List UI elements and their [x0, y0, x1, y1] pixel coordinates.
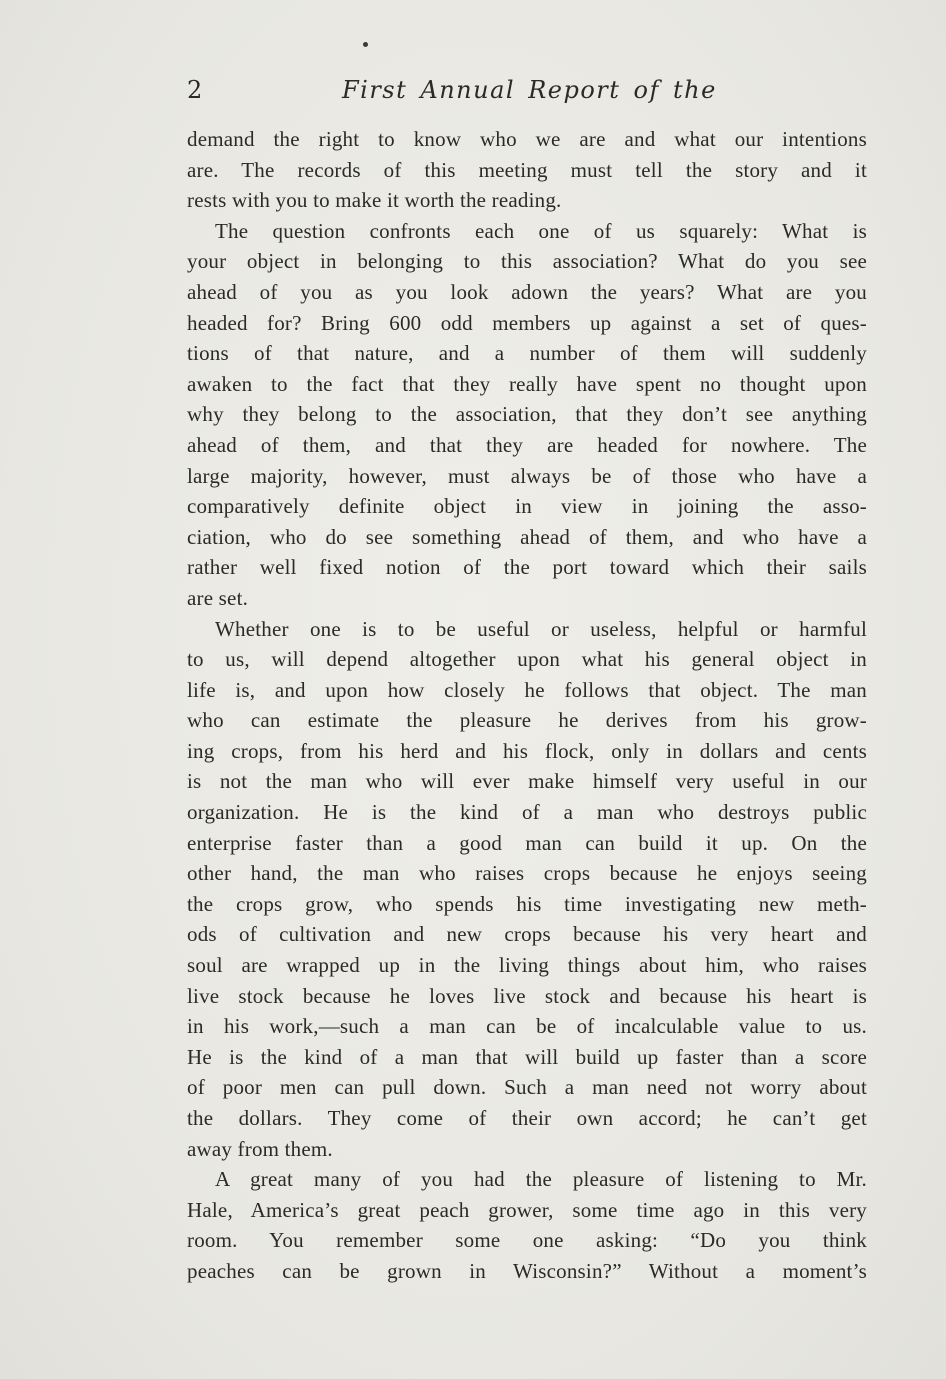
text-line: to us, will depend altogether upon what his general object in	[187, 647, 867, 672]
text-line: away from them.	[187, 1136, 333, 1161]
text-line: Hale, America’s great peach grower, some time ago in this very	[187, 1197, 867, 1222]
text-line: ahead of them, and that they are headed for nowhere. The	[187, 432, 867, 457]
text-line: life is, and upon how closely he follows that object. The man	[187, 677, 867, 702]
text-line: ods of cultivation and new crops because his very heart and	[187, 922, 867, 947]
text-line: large majority, however, must always be of those who have a	[187, 463, 867, 488]
text-line: awaken to the fact that they really have spent no thought upon	[187, 371, 867, 396]
text-line: your object in belonging to this association? What do you see	[187, 249, 867, 274]
text-line: A great many of you had the pleasure of listening to Mr.	[215, 1167, 867, 1192]
text-line: the crops grow, who spends his time investigating new meth-	[187, 891, 867, 916]
text-line: peaches can be grown in Wisconsin?” Without a moment’s	[187, 1258, 867, 1283]
text-line: why they belong to the association, that they don’t see anything	[187, 402, 867, 427]
text-line: in his work,—such a man can be of incalculable value to us.	[187, 1014, 867, 1039]
text-line: are. The records of this meeting must tell the story and it	[187, 157, 867, 182]
page-header	[187, 76, 867, 108]
text-line: comparatively definite object in view in joining the asso-	[187, 494, 867, 519]
text-line: ahead of you as you look adown the years? What are you	[187, 279, 867, 304]
text-line: is not the man who will ever make himself very useful in our	[187, 769, 867, 794]
text-line: rather well fixed notion of the port toward which their sails	[187, 555, 867, 580]
text-line: He is the kind of a man that will build up faster than a score	[187, 1044, 867, 1069]
text-line: of poor men can pull down. Such a man need not worry about	[187, 1075, 867, 1100]
text-line: are set.	[187, 585, 249, 610]
text-line: demand the right to know who we are and what our intentions	[187, 127, 867, 151]
text-line: enterprise faster than a good man can build it up. On the	[187, 830, 867, 855]
text-line: room. You remember some one asking: “Do you think	[187, 1228, 867, 1253]
text-line: the dollars. They come of their own accord; he can’t get	[187, 1106, 867, 1130]
text-line: ing crops, from his herd and his flock, only in dollars and cents	[187, 738, 867, 763]
text-line: Whether one is to be useful or useless, helpful or harmful	[215, 616, 867, 641]
ink-speck	[363, 42, 368, 47]
text-line: ciation, who do see something ahead of them, and who have a	[187, 524, 867, 549]
text-line: organization. He is the kind of a man who destroys public	[187, 800, 867, 825]
body-text	[187, 124, 867, 1287]
text-line: soul are wrapped up in the living things about him, who raises	[187, 953, 867, 978]
text-line: other hand, the man who raises crops because he enjoys seeing	[187, 861, 867, 886]
text-line: tions of that nature, and a number of them will suddenly	[187, 341, 867, 366]
text-line: who can estimate the pleasure he derives from his grow-	[187, 708, 867, 733]
running-head: First Annual Report of the	[342, 76, 717, 104]
text-line: live stock because he loves live stock and because his heart is	[187, 983, 867, 1008]
text-line: The question confronts each one of us squarely: What is	[215, 218, 867, 243]
text-line: headed for? Bring 600 odd members up against a set of ques-	[187, 310, 867, 335]
text-line: rests with you to make it worth the reading.	[187, 188, 562, 213]
page-number: 2	[187, 76, 203, 104]
